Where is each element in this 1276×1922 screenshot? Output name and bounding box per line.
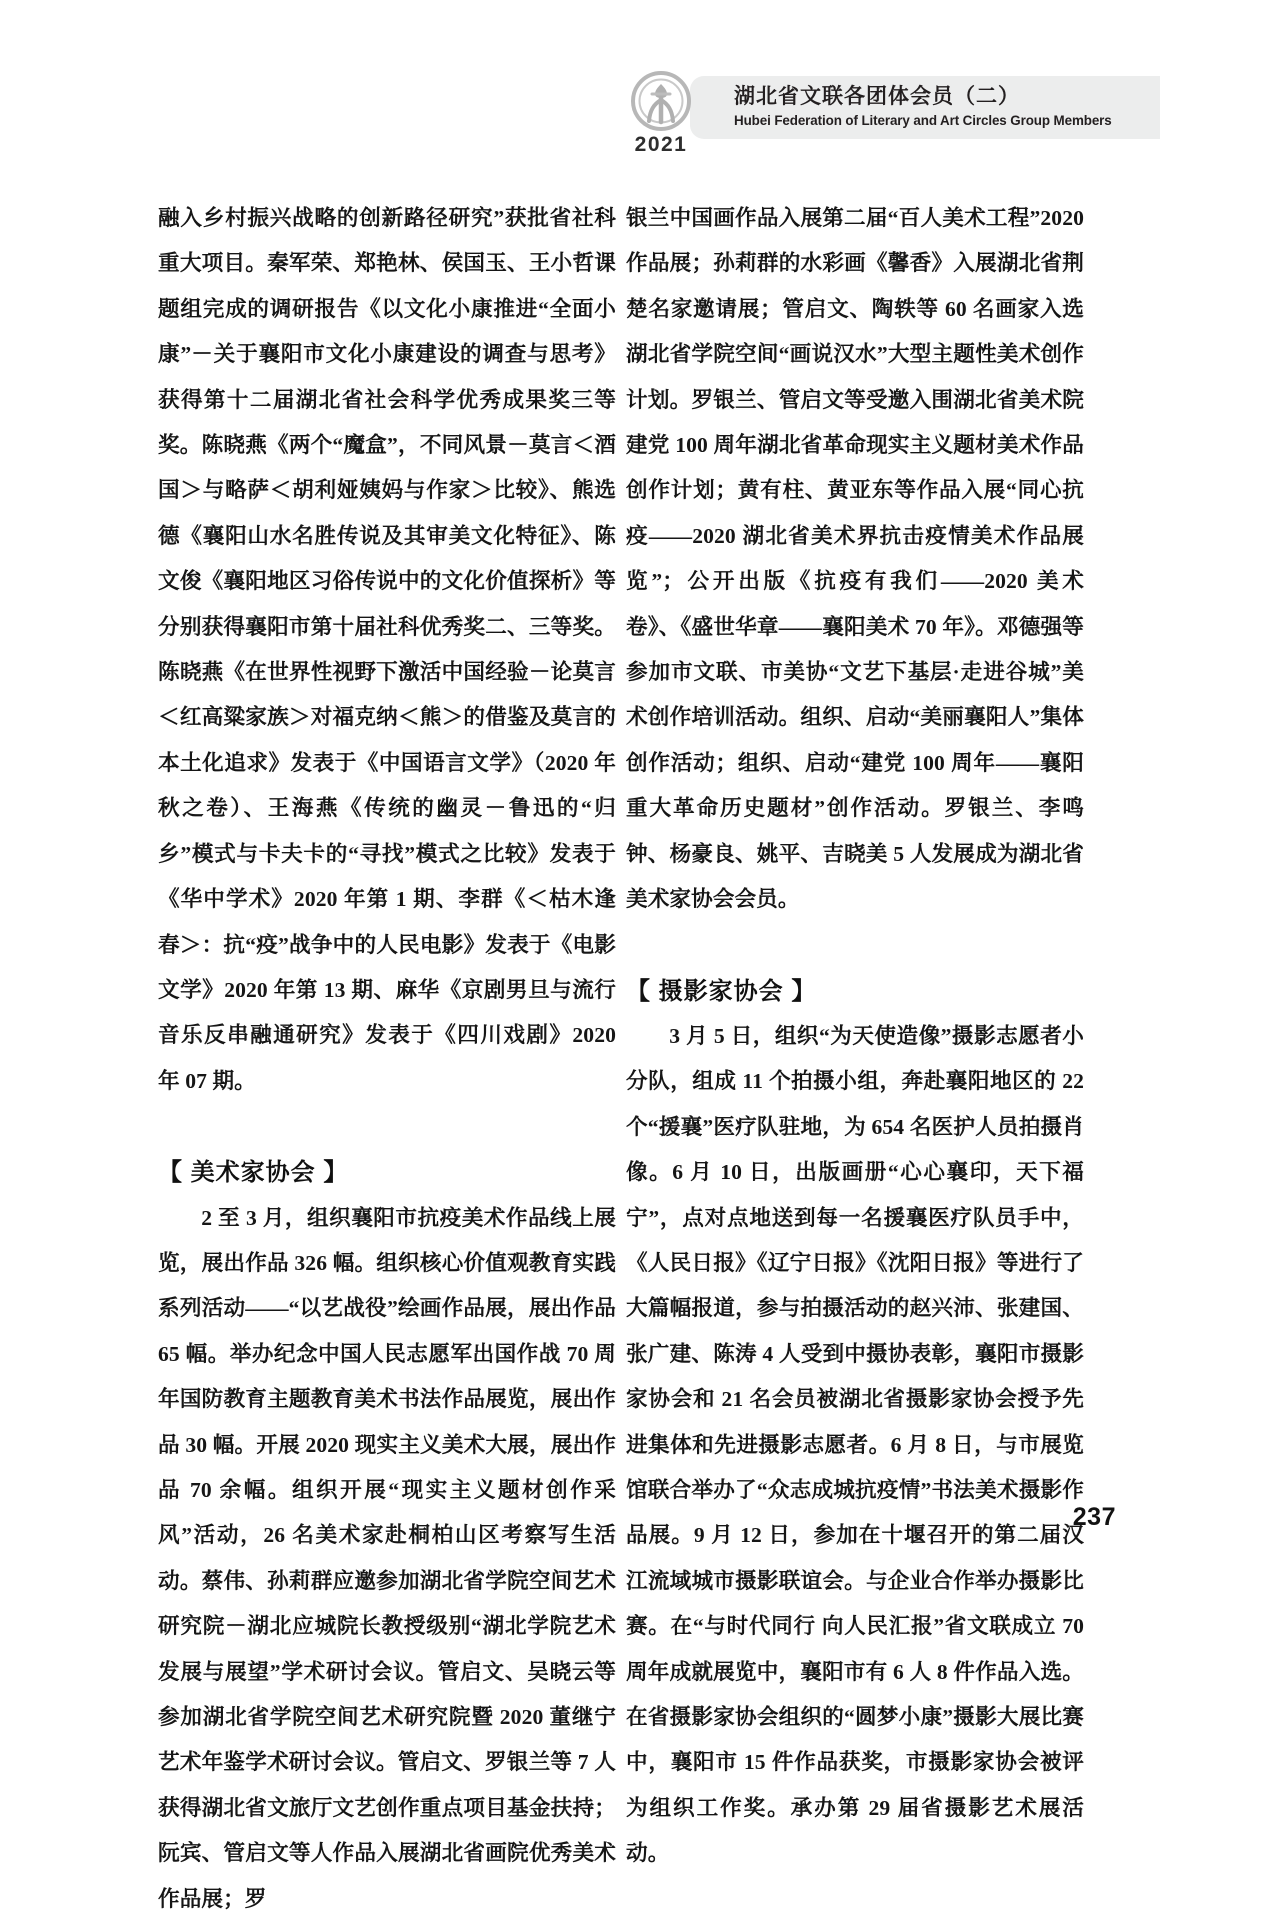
right-column [626, 196, 1084, 1922]
header-inner [620, 66, 1160, 157]
left-column [158, 196, 616, 1922]
right-paragraph-2: 3 月 5 日，组织“为天使造像”摄影志愿者小分队，组成 11 个拍摄小组，奔赴襄阳地区的 22 个“援襄”医疗队驻地，为 654 名医护人员拍摄肖像。6 月 10 日，出版画册“心心襄印，天下福宁”，点对点地送到每一名援襄医疗队员手中，《人民日报》《辽宁日报》《沈阳日报》等进行了大篇幅报道，参与拍摄活动的赵兴沛、张建国、张广建、陈涛 4 人受到中摄协表彰，襄阳市摄影家协会和 21 名会员被湖北省摄影家协会授予先进集体和先进摄影志愿者。6 月 8 日，与市展览馆联合举办了“众志成城抗疫情”书法美术摄影作品展。9 月 12 日，参加在十堰召开的第二届汉江流域城市摄影联谊会。与企业合作举办摄影比赛。在“与时代同行 向人民汇报”省文联成立 70 周年成就展览中，襄阳市有 6 人 8 件作品入选。在省摄影家协会组织的“圆梦小康”摄影大展比赛中，襄阳市 15 件作品获奖，市摄影家协会被评为组织工作奖。承办第 29 届省摄影艺术展活动。 [626, 1023, 1084, 1866]
header-title-en: Hubei Federation of Literary and Art Circles Group Members [734, 112, 1112, 128]
section-heading-fine-arts: 【 美术家协会 】 [158, 1159, 349, 1187]
section-heading-photographers: 【 摄影家协会 】 [626, 977, 817, 1005]
left-paragraph-1: 融入乡村振兴战略的创新路径研究”获批省社科重大项目。秦军荣、郑艳林、侯国玉、王小哲课题组完成的调研报告《以文化小康推进“全面小康”－关于襄阳市文化小康建设的调查与思考》获得第十二届湖北省社会科学优秀成果奖三等奖。陈晓燕《两个“魔盒”，不同风景－莫言＜酒国＞与略萨＜胡利娅姨妈与作家＞比较》、熊选德《襄阳山水名胜传说及其审美文化特征》、陈文俊《襄阳地区习俗传说中的文化价值探析》等分别获得襄阳市第十届社科优秀奖二、三等奖。陈晓燕《在世界性视野下激活中国经验－论莫言＜红高粱家族＞对福克纳＜熊＞的借鉴及莫言的本土化追求》发表于《中国语言文学》（2020 年秋之卷）、王海燕《传统的幽灵－鲁迅的“归乡”模式与卡夫卡的“寻找”模式之比较》发表于《华中学术》2020 年第 1 期、李群《＜枯木逢春＞：抗“疫”战争中的人民电影》发表于《电影文学》2020 年第 13 期、麻华《京剧男旦与流行音乐反串融通研究》发表于《四川戏剧》2020 年 07 期。 [158, 206, 616, 1093]
header-title-cn: 湖北省文联各团体会员（二） [734, 85, 1020, 108]
spacer [158, 1104, 616, 1150]
page-header [0, 66, 1276, 156]
hubei-federation-emblem-icon [630, 70, 692, 132]
header-title-pill [690, 76, 1160, 139]
header-year: 2021 [634, 133, 688, 156]
left-paragraph-2: 2 至 3 月，组织襄阳市抗疫美术作品线上展览，展出作品 326 幅。组织核心价值观教育实践系列活动——“以艺战役”绘画作品展，展出作品 65 幅。举办纪念中国人民志愿军出国作战 70 周年国防教育主题教育美术书法作品展览，展出作品 30 幅。开展 2020 现实主义美术大展，展出作品 70 余幅。组织开展“现实主义题材创作采风”活动，26 名美术家赴桐柏山区考察写生活动。蔡伟、孙莉群应邀参加湖北省学院空间艺术研究院－湖北应城院长教授级别“湖北学院艺术发展与展望”学术研讨会议。管启文、吴晓云等参加湖北省学院空间艺术研究院暨 2020 董继宁艺术年鉴学术研讨会议。管启文、罗银兰等 7 人获得湖北省文旅厅文艺创作重点项目基金扶持；阮宾、管启文等人作品入展湖北省画院优秀美术作品展；罗 [158, 1205, 616, 1911]
spacer [626, 923, 1084, 969]
right-paragraph-1: 银兰中国画作品入展第二届“百人美术工程”2020 作品展；孙莉群的水彩画《馨香》入展湖北省荆楚名家邀请展；管启文、陶轶等 60 名画家入选湖北省学院空间“画说汉水”大型主题性美术创作计划。罗银兰、管启文等受邀入围湖北省美术院建党 100 周年湖北省革命现实主义题材美术作品创作计划；黄有柱、黄亚东等作品入展“同心抗疫——2020 湖北省美术界抗击疫情美术作品展览”；公开出版《抗疫有我们——2020 美术卷》、《盛世华章——襄阳美术 70 年》。邓德强等参加市文联、市美协“文艺下基层·走进谷城”美术创作培训活动。组织、启动“美丽襄阳人”集体创作活动；组织、启动“建党 100 周年——襄阳重大革命历史题材”创作活动。罗银兰、李鸣钟、杨豪良、姚平、吉晓美 5 人发展成为湖北省美术家协会会员。 [626, 206, 1084, 912]
page-content [0, 196, 1276, 1922]
logo-block [620, 66, 702, 157]
page-number: 237 [1072, 1503, 1116, 1531]
